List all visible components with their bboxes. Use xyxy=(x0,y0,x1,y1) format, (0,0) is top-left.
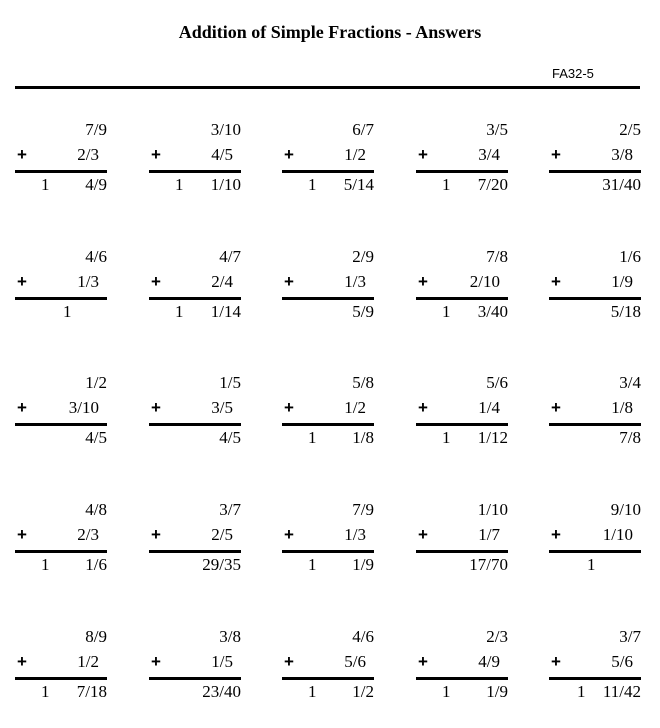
addend-top: 7/9 xyxy=(85,120,107,139)
plus-sign: + xyxy=(284,398,294,417)
fraction-problem xyxy=(149,500,245,590)
answer-whole: 1 xyxy=(175,175,184,194)
fraction-problem xyxy=(15,500,111,590)
plus-sign: + xyxy=(418,398,428,417)
addend-top: 3/10 xyxy=(210,120,241,139)
addend-top: 5/8 xyxy=(352,373,374,392)
addend-bottom: 1/2 xyxy=(344,398,366,417)
addend-top: 2/3 xyxy=(486,627,508,646)
answer-fraction: 1/2 xyxy=(352,682,374,701)
addend-bottom: 1/7 xyxy=(478,525,500,544)
answer-fraction: 1/9 xyxy=(352,555,374,574)
plus-sign: + xyxy=(151,398,161,417)
fraction-problem xyxy=(416,500,512,590)
addend-top: 7/8 xyxy=(486,247,508,266)
sum-line xyxy=(549,677,641,680)
plus-sign: + xyxy=(17,272,27,291)
addend-top: 3/7 xyxy=(619,627,641,646)
sum-line xyxy=(282,297,374,300)
plus-sign: + xyxy=(151,272,161,291)
header-divider xyxy=(15,86,640,89)
addend-bottom: 2/5 xyxy=(211,525,233,544)
sum-line xyxy=(149,170,241,173)
fraction-problem xyxy=(15,373,111,463)
sum-line xyxy=(282,170,374,173)
answer-fraction: 7/8 xyxy=(619,428,641,447)
answer-fraction: 1/8 xyxy=(352,428,374,447)
addend-top: 3/7 xyxy=(219,500,241,519)
addend-bottom: 1/9 xyxy=(611,272,633,291)
addend-bottom: 1/3 xyxy=(77,272,99,291)
plus-sign: + xyxy=(284,652,294,671)
plus-sign: + xyxy=(551,398,561,417)
addend-bottom: 5/6 xyxy=(611,652,633,671)
addend-bottom: 4/9 xyxy=(478,652,500,671)
sum-line xyxy=(549,550,641,553)
fraction-problem xyxy=(15,627,111,717)
worksheet-code: FA32-5 xyxy=(552,66,594,81)
fraction-problem xyxy=(416,373,512,463)
answer-whole: 1 xyxy=(308,428,317,447)
sum-line xyxy=(149,550,241,553)
answer-whole: 1 xyxy=(577,682,586,701)
addend-bottom: 1/5 xyxy=(211,652,233,671)
sum-line xyxy=(282,423,374,426)
addend-top: 1/6 xyxy=(619,247,641,266)
answer-whole: 1 xyxy=(308,555,317,574)
plus-sign: + xyxy=(17,652,27,671)
sum-line xyxy=(549,297,641,300)
fraction-problem xyxy=(282,247,378,337)
fraction-problem xyxy=(282,627,378,717)
sum-line xyxy=(149,297,241,300)
answer-fraction: 5/18 xyxy=(610,302,641,321)
answer-whole: 1 xyxy=(587,555,596,574)
sum-line xyxy=(15,170,107,173)
addend-bottom: 3/10 xyxy=(68,398,99,417)
plus-sign: + xyxy=(17,145,27,164)
answer-fraction: 1/14 xyxy=(210,302,241,321)
addend-top: 4/6 xyxy=(85,247,107,266)
fraction-problem xyxy=(282,500,378,590)
fraction-problem xyxy=(149,373,245,463)
addend-bottom: 5/6 xyxy=(344,652,366,671)
fraction-problem xyxy=(282,120,378,210)
sum-line xyxy=(416,297,508,300)
plus-sign: + xyxy=(17,398,27,417)
fraction-problem xyxy=(282,373,378,463)
plus-sign: + xyxy=(418,652,428,671)
answer-whole: 1 xyxy=(442,175,451,194)
addend-bottom: 1/3 xyxy=(344,272,366,291)
answer-fraction: 5/9 xyxy=(352,302,374,321)
sum-line xyxy=(282,677,374,680)
fraction-problem xyxy=(549,120,645,210)
answer-fraction: 11/42 xyxy=(602,682,641,701)
addend-bottom: 1/4 xyxy=(478,398,500,417)
plus-sign: + xyxy=(551,145,561,164)
answer-fraction: 4/5 xyxy=(85,428,107,447)
answer-fraction: 1/10 xyxy=(210,175,241,194)
sum-line xyxy=(15,550,107,553)
plus-sign: + xyxy=(418,525,428,544)
sum-line xyxy=(416,170,508,173)
fraction-problem xyxy=(549,500,645,590)
addend-top: 7/9 xyxy=(352,500,374,519)
answer-fraction: 4/9 xyxy=(85,175,107,194)
fraction-problem xyxy=(549,627,645,717)
answer-whole: 1 xyxy=(442,428,451,447)
answer-fraction: 3/40 xyxy=(477,302,508,321)
plus-sign: + xyxy=(284,272,294,291)
addend-top: 3/4 xyxy=(619,373,641,392)
plus-sign: + xyxy=(418,272,428,291)
addend-bottom: 3/4 xyxy=(478,145,500,164)
answer-whole: 1 xyxy=(442,302,451,321)
sum-line xyxy=(416,550,508,553)
answer-whole: 1 xyxy=(41,682,50,701)
plus-sign: + xyxy=(284,145,294,164)
addend-bottom: 2/3 xyxy=(77,145,99,164)
answer-whole: 1 xyxy=(175,302,184,321)
addend-top: 3/8 xyxy=(219,627,241,646)
answer-whole: 1 xyxy=(308,175,317,194)
sum-line xyxy=(549,423,641,426)
answer-fraction: 31/40 xyxy=(602,175,641,194)
addend-top: 2/9 xyxy=(352,247,374,266)
answer-fraction: 29/35 xyxy=(202,555,241,574)
fraction-problem xyxy=(416,627,512,717)
fraction-problem xyxy=(549,247,645,337)
plus-sign: + xyxy=(151,525,161,544)
answer-fraction: 7/20 xyxy=(477,175,508,194)
fraction-problem xyxy=(15,120,111,210)
addend-bottom: 2/10 xyxy=(469,272,500,291)
addend-top: 6/7 xyxy=(352,120,374,139)
sum-line xyxy=(416,677,508,680)
addend-bottom: 3/8 xyxy=(611,145,633,164)
addend-bottom: 2/3 xyxy=(77,525,99,544)
sum-line xyxy=(149,677,241,680)
addend-top: 4/8 xyxy=(85,500,107,519)
fraction-problem xyxy=(549,373,645,463)
plus-sign: + xyxy=(551,272,561,291)
addend-bottom: 3/5 xyxy=(211,398,233,417)
answer-fraction: 1/6 xyxy=(85,555,107,574)
addend-bottom: 1/8 xyxy=(611,398,633,417)
fraction-problem xyxy=(149,247,245,337)
addend-top: 8/9 xyxy=(85,627,107,646)
sum-line xyxy=(15,677,107,680)
plus-sign: + xyxy=(418,145,428,164)
addend-top: 4/7 xyxy=(219,247,241,266)
addend-top: 4/6 xyxy=(352,627,374,646)
answer-fraction: 1/9 xyxy=(486,682,508,701)
addend-top: 9/10 xyxy=(610,500,641,519)
answer-whole: 1 xyxy=(63,302,72,321)
page-title: Addition of Simple Fractions - Answers xyxy=(178,22,482,42)
sum-line xyxy=(15,423,107,426)
sum-line xyxy=(15,297,107,300)
fraction-problem xyxy=(15,247,111,337)
plus-sign: + xyxy=(151,145,161,164)
addend-bottom: 4/5 xyxy=(211,145,233,164)
answer-whole: 1 xyxy=(442,682,451,701)
answer-whole: 1 xyxy=(41,175,50,194)
plus-sign: + xyxy=(284,525,294,544)
addend-bottom: 1/2 xyxy=(344,145,366,164)
addend-top: 1/5 xyxy=(219,373,241,392)
plus-sign: + xyxy=(151,652,161,671)
answer-fraction: 7/18 xyxy=(76,682,107,701)
answer-whole: 1 xyxy=(41,555,50,574)
plus-sign: + xyxy=(17,525,27,544)
addend-top: 2/5 xyxy=(619,120,641,139)
addend-top: 5/6 xyxy=(486,373,508,392)
sum-line xyxy=(549,170,641,173)
sum-line xyxy=(149,423,241,426)
addend-bottom: 1/2 xyxy=(77,652,99,671)
fraction-problem xyxy=(149,627,245,717)
addend-bottom: 1/3 xyxy=(344,525,366,544)
fraction-problem xyxy=(416,120,512,210)
addend-top: 3/5 xyxy=(486,120,508,139)
sum-line xyxy=(416,423,508,426)
addend-top: 1/2 xyxy=(85,373,107,392)
answer-fraction: 17/70 xyxy=(469,555,508,574)
plus-sign: + xyxy=(551,525,561,544)
addend-bottom: 1/10 xyxy=(602,525,633,544)
fraction-problem xyxy=(416,247,512,337)
addend-top: 1/10 xyxy=(477,500,508,519)
fraction-problem xyxy=(149,120,245,210)
answer-fraction: 1/12 xyxy=(477,428,508,447)
answer-fraction: 23/40 xyxy=(202,682,241,701)
sum-line xyxy=(282,550,374,553)
answer-fraction: 5/14 xyxy=(343,175,374,194)
answer-fraction: 4/5 xyxy=(219,428,241,447)
plus-sign: + xyxy=(551,652,561,671)
answer-whole: 1 xyxy=(308,682,317,701)
addend-bottom: 2/4 xyxy=(211,272,233,291)
